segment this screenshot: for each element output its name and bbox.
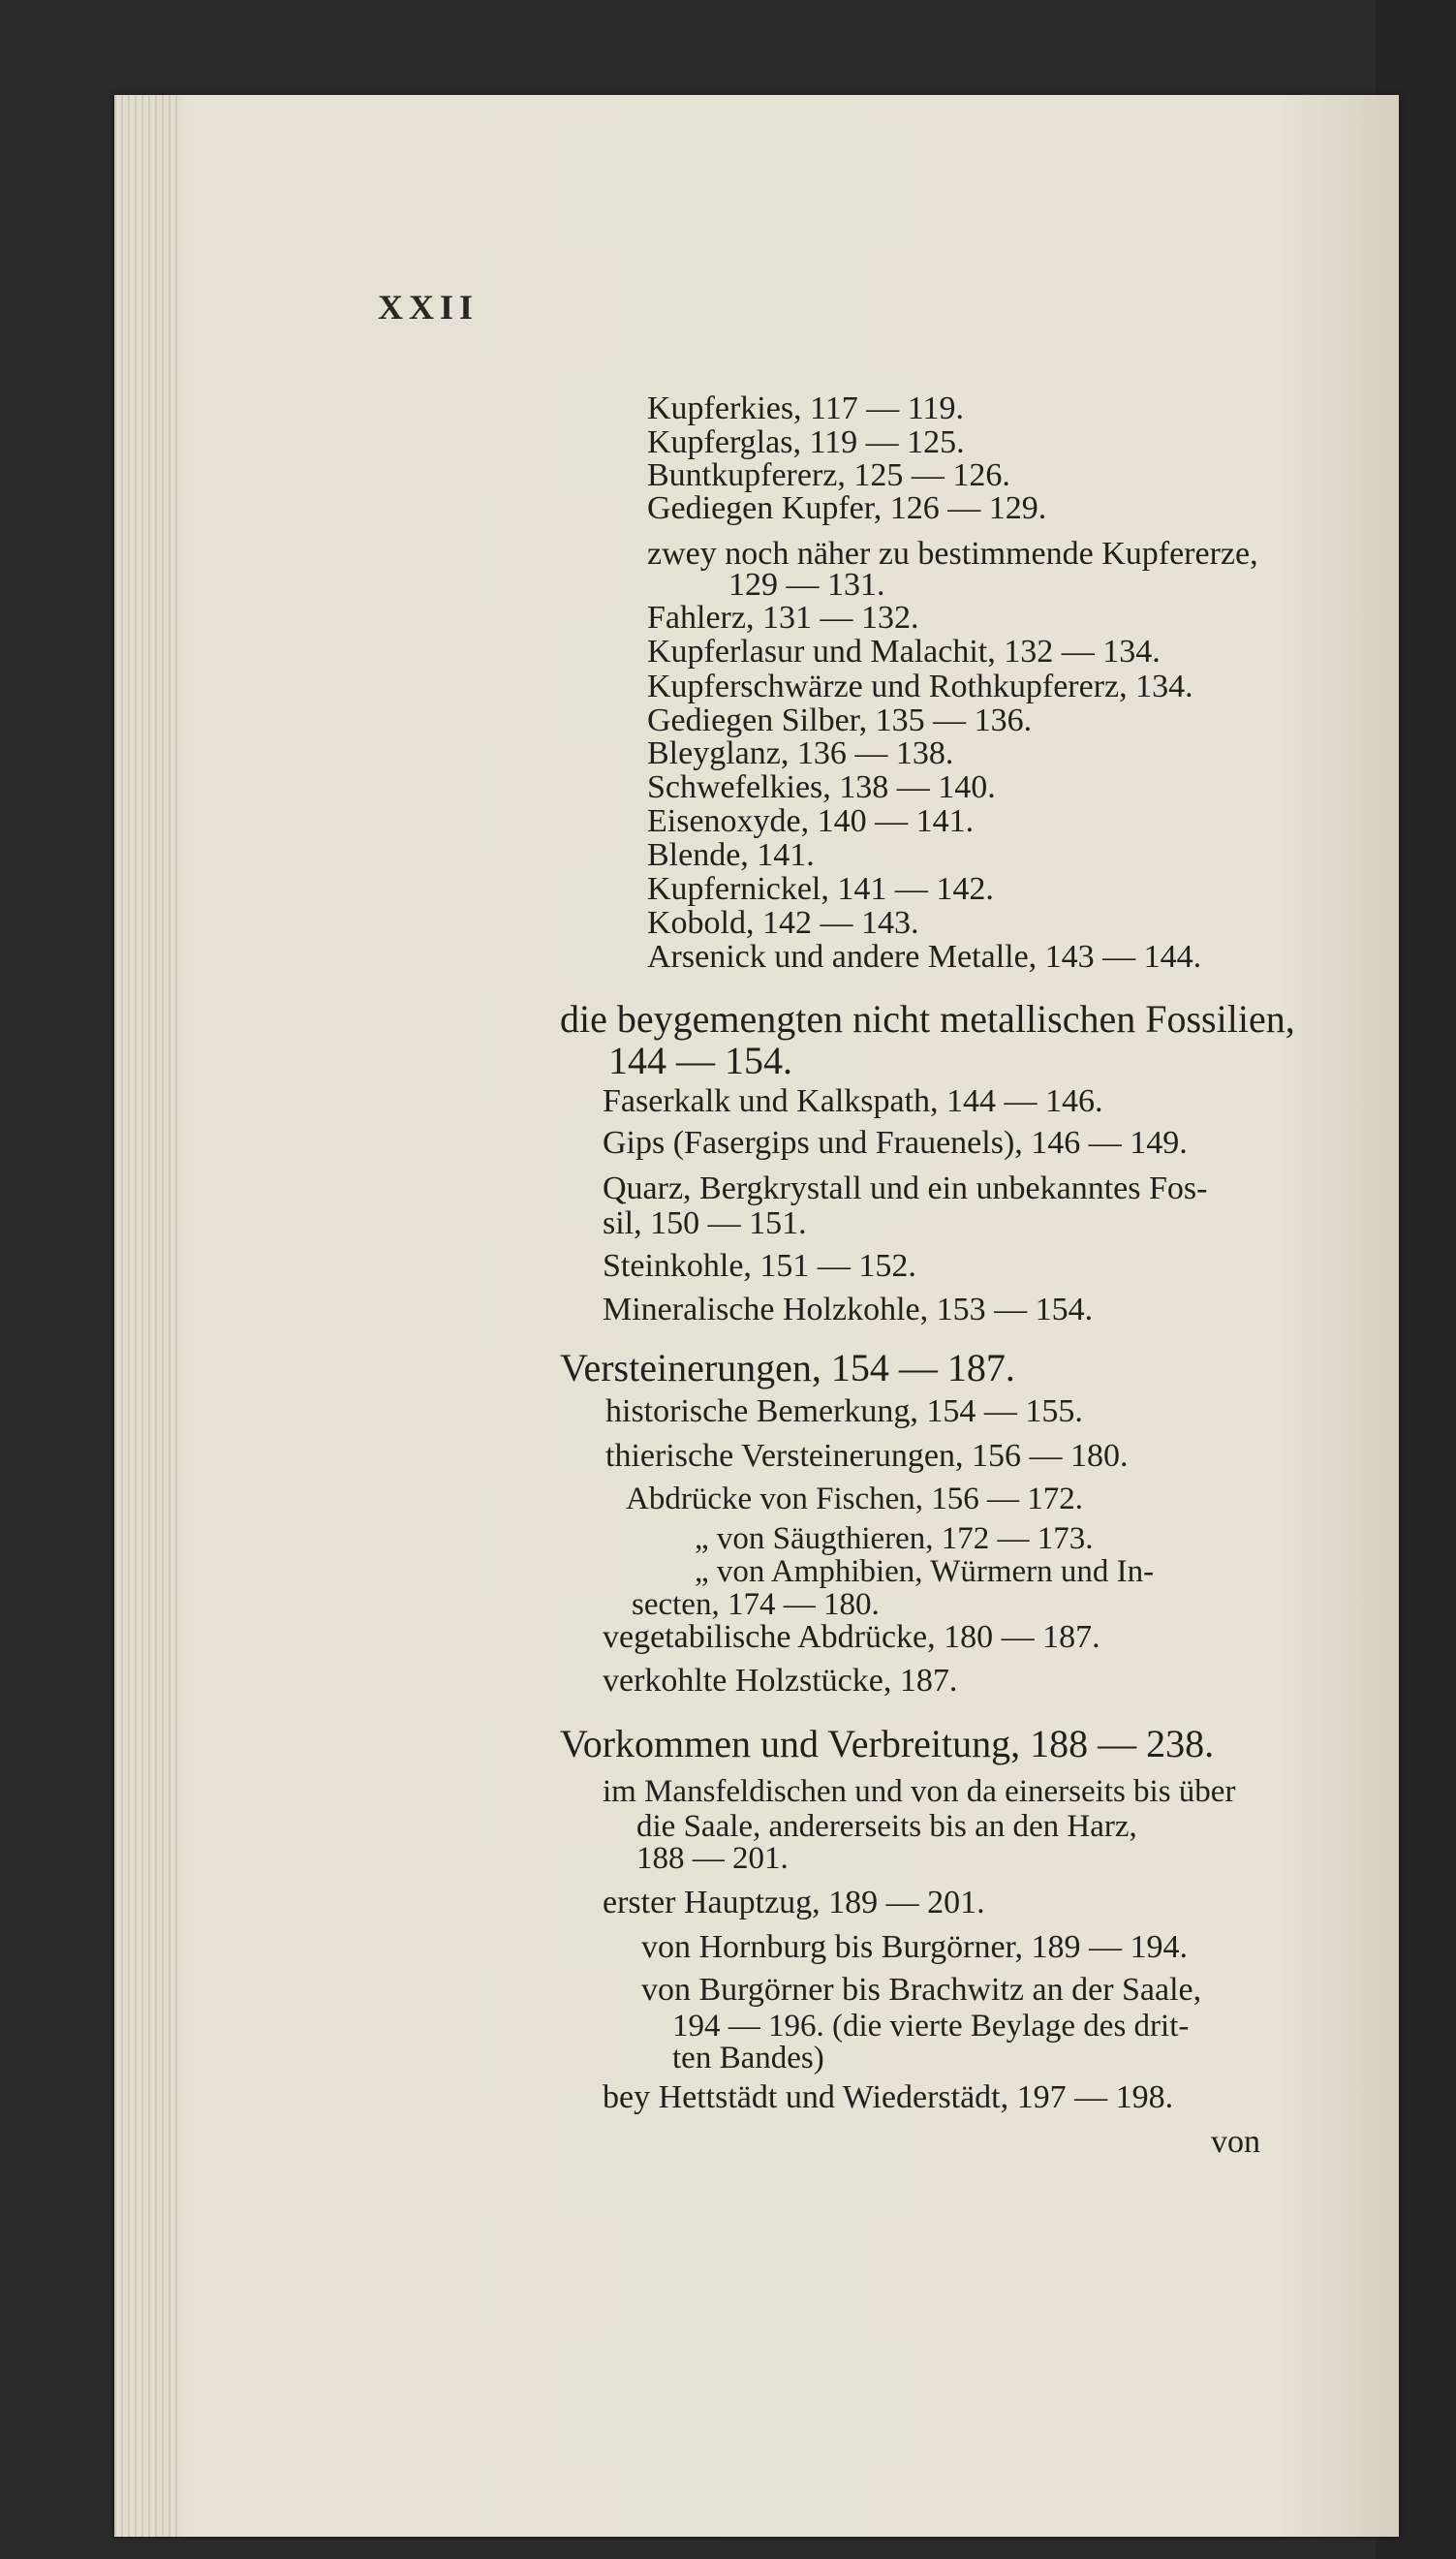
- toc-line: im Mansfeldischen und von da einerseits bis über: [603, 1774, 1236, 1809]
- toc-line: 129 — 131.: [728, 567, 885, 603]
- toc-line: ten Bandes): [672, 2041, 824, 2075]
- toc-line: Kupferglas, 119 — 125.: [647, 424, 965, 460]
- toc-line: 144 — 154.: [608, 1039, 792, 1082]
- toc-line: Fahlerz, 131 — 132.: [647, 600, 919, 636]
- toc-line: Blende, 141.: [647, 837, 815, 873]
- toc-line: vegetabilische Abdrücke, 180 — 187.: [603, 1619, 1100, 1655]
- catchword: von: [1211, 2124, 1260, 2160]
- toc-line: die beygemengten nicht metallischen Fossilien,: [560, 997, 1295, 1041]
- toc-line: Abdrücke von Fischen, 156 — 172.: [626, 1482, 1084, 1516]
- toc-line: Gediegen Silber, 135 — 136.: [647, 702, 1033, 738]
- toc-line: die Saale, andererseits bis an den Harz,: [636, 1809, 1137, 1844]
- toc-line: erster Hauptzug, 189 — 201.: [603, 1885, 985, 1920]
- page-edges: [114, 95, 182, 2537]
- toc-line: „ von Säugthieren, 172 — 173.: [695, 1521, 1094, 1556]
- toc-line: Mineralische Holzkohle, 153 — 154.: [603, 1292, 1094, 1327]
- toc-line: bey Hettstädt und Wiederstädt, 197 — 198.: [603, 2079, 1174, 2115]
- toc-line: secten, 174 — 180.: [632, 1587, 880, 1622]
- toc-line: von Burgörner bis Brachwitz an der Saale,: [641, 1972, 1202, 2008]
- toc-line: 194 — 196. (die vierte Beylage des drit-: [672, 2009, 1190, 2044]
- toc-line: historische Bemerkung, 154 — 155.: [605, 1393, 1083, 1429]
- toc-line: Arsenick und andere Metalle, 143 — 144.: [647, 939, 1202, 975]
- toc-line: Steinkohle, 151 — 152.: [603, 1248, 916, 1284]
- toc-line: Versteinerungen, 154 — 187.: [560, 1346, 1015, 1389]
- page-number: XXII: [378, 288, 480, 327]
- toc-line: Bleyglanz, 136 — 138.: [647, 735, 954, 771]
- toc-line: Kupfernickel, 141 — 142.: [647, 871, 994, 907]
- toc-line: von Hornburg bis Burgörner, 189 — 194.: [641, 1929, 1189, 1965]
- toc-line: Vorkommen und Verbreitung, 188 — 238.: [560, 1722, 1215, 1765]
- toc-line: sil, 150 — 151.: [603, 1205, 807, 1241]
- toc-line: Kupferkies, 117 — 119.: [647, 390, 965, 426]
- toc-line: Gips (Fasergips und Frauenels), 146 — 149.: [603, 1125, 1188, 1161]
- toc-line: Gediegen Kupfer, 126 — 129.: [647, 490, 1047, 526]
- toc-line: thierische Versteinerungen, 156 — 180.: [605, 1438, 1129, 1474]
- toc-line: 188 — 201.: [636, 1841, 789, 1876]
- toc-line: Faserkalk und Kalkspath, 144 — 146.: [603, 1083, 1103, 1119]
- toc-line: Buntkupfererz, 125 — 126.: [647, 457, 1010, 493]
- toc-line: zwey noch näher zu bestimmende Kupfererze,: [647, 536, 1258, 572]
- toc-line: verkohlte Holzstücke, 187.: [603, 1663, 958, 1699]
- toc-line: „ von Amphibien, Würmern und In-: [695, 1554, 1155, 1589]
- toc-line: Quarz, Bergkrystall und ein unbekanntes Fos-: [603, 1170, 1208, 1206]
- toc-line: Schwefelkies, 138 — 140.: [647, 769, 996, 805]
- toc-line: Kobold, 142 — 143.: [647, 905, 919, 941]
- toc-line: Eisenoxyde, 140 — 141.: [647, 803, 975, 839]
- toc-line: Kupferschwärze und Rothkupfererz, 134.: [647, 669, 1193, 704]
- toc-line: Kupferlasur und Malachit, 132 — 134.: [647, 634, 1161, 670]
